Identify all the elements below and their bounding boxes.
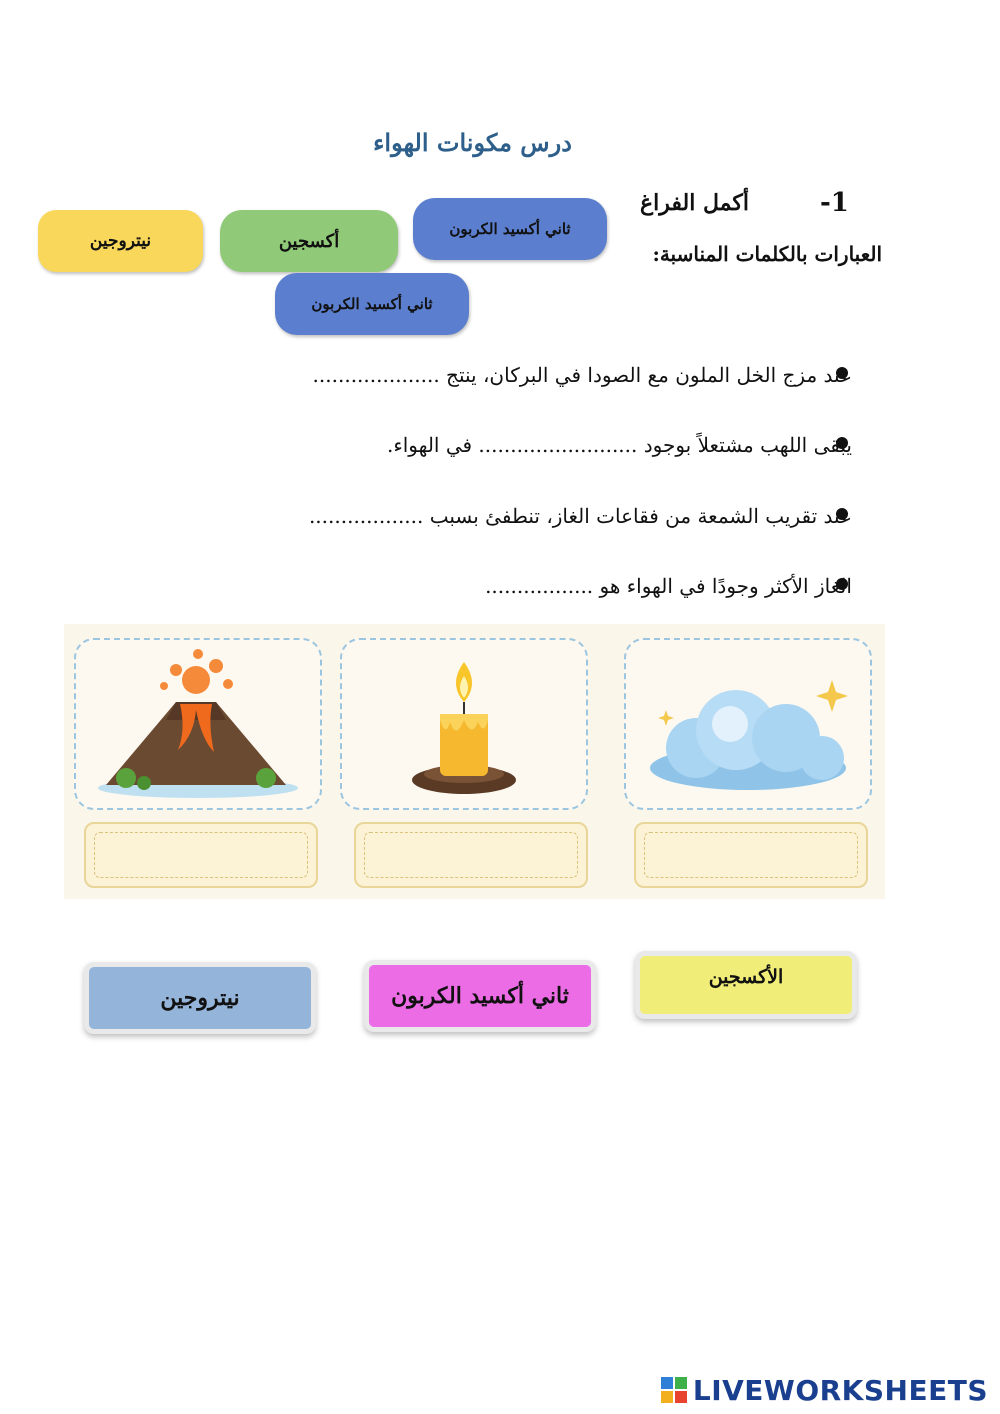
word-chip-carbon-dioxide-2[interactable]: ثاني أكسيد الكربون [275, 273, 469, 335]
word-chip-oxygen[interactable]: أكسجين [220, 210, 398, 272]
volcano-icon [76, 640, 320, 808]
statement-2: يبقى اللهب مشتعلاً بوجود ......................... في الهواء. [386, 433, 852, 457]
statement-1: عند مزج الخل الملون مع الصودا في البركان، ينتج .................... [312, 363, 852, 387]
picture-card-cloud [624, 638, 872, 810]
logo-icon [661, 1377, 687, 1403]
answer-box-volcano[interactable] [84, 822, 318, 888]
answer-button-nitrogen[interactable]: نيتروجين [84, 962, 316, 1034]
statement-3: عند تقريب الشمعة من فقاعات الغاز، تنطفئ بسبب .................. [308, 504, 852, 528]
answer-button-oxygen[interactable]: الأكسجين [635, 951, 857, 1019]
liveworksheets-logo [661, 1374, 988, 1406]
logo-text: LIVEWORKSHEETS [692, 1373, 988, 1407]
picture-card-candle [340, 638, 588, 810]
word-chip-nitrogen[interactable]: نيتروجين [38, 210, 203, 272]
question-title: أكمل الفراغ [640, 190, 749, 216]
word-chip-carbon-dioxide[interactable]: ثاني أكسيد الكربون [413, 198, 607, 260]
candle-icon [342, 640, 586, 808]
answer-box-candle[interactable] [354, 822, 588, 888]
page-title: درس مكونات الهواء [373, 128, 572, 157]
answer-box-cloud[interactable] [634, 822, 868, 888]
picture-card-volcano [74, 638, 322, 810]
answer-button-carbon-dioxide[interactable]: ثاني أكسيد الكربون [364, 960, 596, 1032]
question-instruction: العبارات بالكلمات المناسبة: [652, 242, 882, 266]
statement-4: الغاز الأكثر وجودًا في الهواء هو ................. [485, 574, 852, 598]
cloud-icon [626, 640, 870, 808]
picture-panel [64, 624, 885, 899]
question-number: 1- [820, 188, 849, 218]
